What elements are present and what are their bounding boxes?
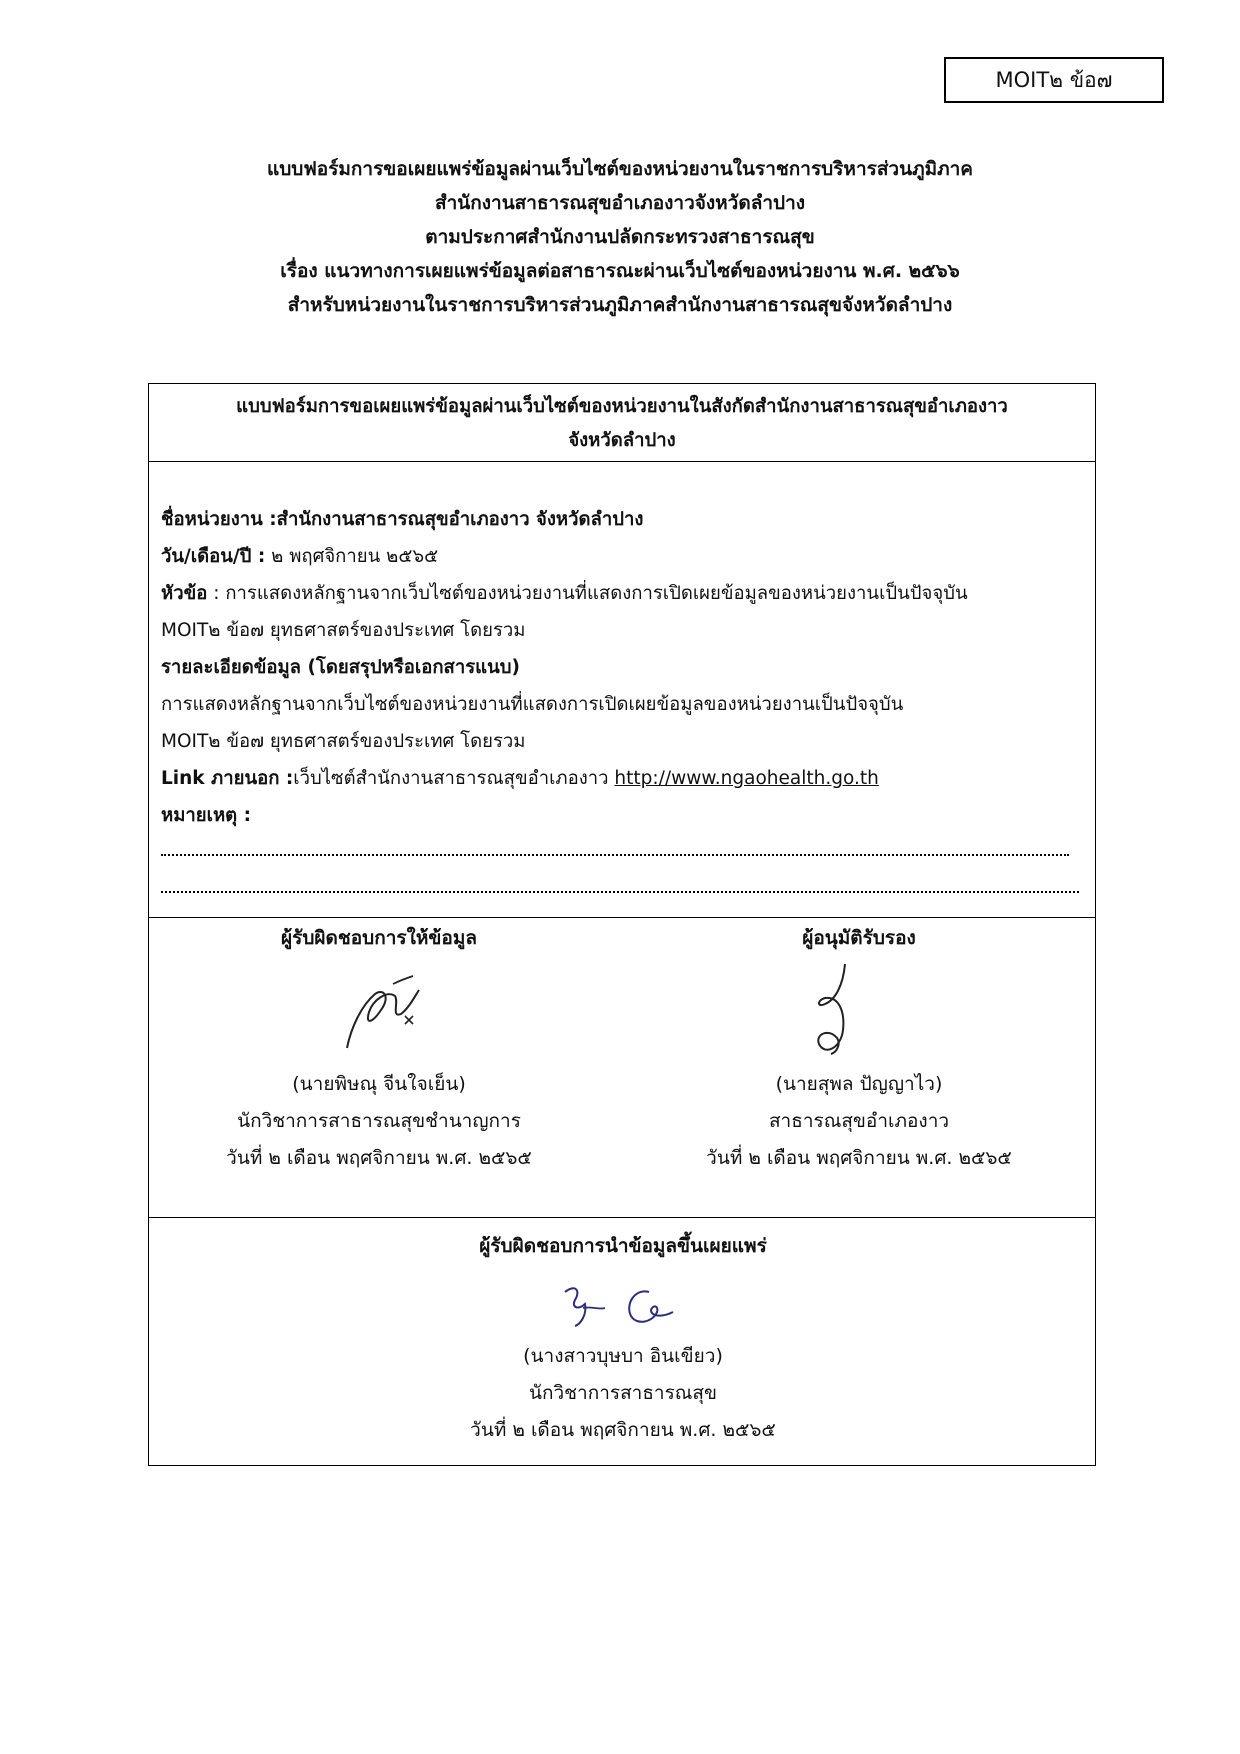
link-label: Link ภายนอก : <box>161 768 294 789</box>
approver-signature <box>649 956 1069 1066</box>
publisher-name: (นางสาวบุษบา อินเขียว) <box>523 1345 723 1367</box>
form-title-line-1: แบบฟอร์มการขอเผยแพร่ข้อมูลผ่านเว็บไซต์ของหน่วยงานในสังกัดสำนักงานสาธารณสุขอำเภองาว <box>236 396 1008 417</box>
details-line-1: การแสดงหลักฐานจากเว็บไซต์ของหน่วยงานที่แสดงการเปิดเผยข้อมูลของหน่วยงานเป็นปัจจุบัน <box>161 694 904 715</box>
details-label: รายละเอียดข้อมูล (โดยสรุปหรือเอกสารแนบ) <box>161 657 520 678</box>
provider-position: นักวิชาการสาธารณสุขชำนาญการ <box>237 1110 521 1132</box>
provider-signature <box>169 956 589 1066</box>
provider-signature-block <box>169 920 589 1177</box>
provider-date: วันที่ ๒ เดือน พฤศจิกายน พ.ศ. ๒๕๖๕ <box>226 1147 532 1169</box>
form-details <box>161 501 1081 908</box>
topic-row-2: MOIT๒ ข้อ๗ ยุทธศาสตร์ของประเทศ โดยรวม <box>161 620 526 641</box>
agency-value: สำนักงานสาธารณสุขอำเภองาว จังหวัดลำปาง <box>276 509 644 530</box>
heading-line-1: แบบฟอร์มการขอเผยแพร่ข้อมูลผ่านเว็บไซต์ของหน่วยงานในราชการบริหารส่วนภูมิภาค <box>266 158 974 180</box>
remark-dotted-line-1 <box>161 834 1081 871</box>
publisher-signature <box>313 1264 933 1338</box>
approver-signature-block <box>649 920 1069 1177</box>
heading-line-3: ตามประกาศสำนักงานปลัดกระทรวงสาธารณสุข <box>425 226 815 248</box>
provider-role: ผู้รับผิดชอบการให้ข้อมูล <box>281 927 477 949</box>
topic-row <box>161 575 1081 612</box>
date-value: ๒ พฤศจิกายน ๒๕๖๕ <box>265 546 439 567</box>
agency-row <box>161 501 1081 538</box>
approver-position: สาธารณสุขอำเภองาว <box>768 1110 950 1132</box>
publisher-date: วันที่ ๒ เดือน พฤศจิกายน พ.ศ. ๒๕๖๕ <box>470 1419 776 1441</box>
date-label: วัน/เดือน/ปี : <box>161 546 266 567</box>
request-form-table <box>148 383 1096 1466</box>
remark-label: หมายเหตุ : <box>161 805 251 826</box>
divider-details <box>149 917 1095 918</box>
website-link[interactable]: http://www.ngaohealth.go.th <box>614 768 879 789</box>
details-line-2: MOIT๒ ข้อ๗ ยุทธศาสตร์ของประเทศ โดยรวม <box>161 731 526 752</box>
document-code-box <box>944 57 1164 103</box>
form-title <box>149 390 1095 458</box>
heading-line-5: สำหรับหน่วยงานในราชการบริหารส่วนภูมิภาคสำนักงานสาธารณสุขจังหวัดลำปาง <box>287 294 953 316</box>
publisher-role: ผู้รับผิดชอบการนำข้อมูลขึ้นเผยแพร่ <box>479 1235 767 1257</box>
divider-signatures <box>149 1217 1095 1218</box>
approver-role: ผู้อนุมัติรับรอง <box>802 927 916 949</box>
provider-name: (นายพิษณุ จีนใจเย็น) <box>292 1073 466 1095</box>
link-row <box>161 760 1081 797</box>
document-heading <box>0 152 1240 322</box>
publisher-position: นักวิชาการสาธารณสุข <box>528 1382 718 1404</box>
divider-title <box>149 461 1095 462</box>
topic-label: หัวข้อ <box>161 583 208 604</box>
document-code: MOIT๒ ข้อ๗ <box>995 67 1113 92</box>
link-text: เว็บไซต์สำนักงานสาธารณสุขอำเภองาว <box>293 768 615 789</box>
remark-dotted-line-2 <box>161 871 1081 908</box>
form-title-line-2: จังหวัดลำปาง <box>568 430 676 451</box>
publisher-signature-block <box>313 1228 933 1449</box>
heading-line-4: เรื่อง แนวทางการเผยแพร่ข้อมูลต่อสาธารณะผ่านเว็บไซต์ของหน่วยงาน พ.ศ. ๒๕๖๖ <box>280 260 960 282</box>
approver-date: วันที่ ๒ เดือน พฤศจิกายน พ.ศ. ๒๕๖๕ <box>706 1147 1012 1169</box>
approver-name: (นายสุพล ปัญญาไว) <box>775 1073 943 1095</box>
date-row <box>161 538 1081 575</box>
topic-value: : การแสดงหลักฐานจากเว็บไซต์ของหน่วยงานที่แสดงการเปิดเผยข้อมูลของหน่วยงานเป็นปัจจุบัน <box>207 583 968 604</box>
agency-label: ชื่อหน่วยงาน : <box>161 509 277 530</box>
heading-line-2: สำนักงานสาธารณสุขอำเภองาวจังหวัดลำปาง <box>434 192 806 214</box>
